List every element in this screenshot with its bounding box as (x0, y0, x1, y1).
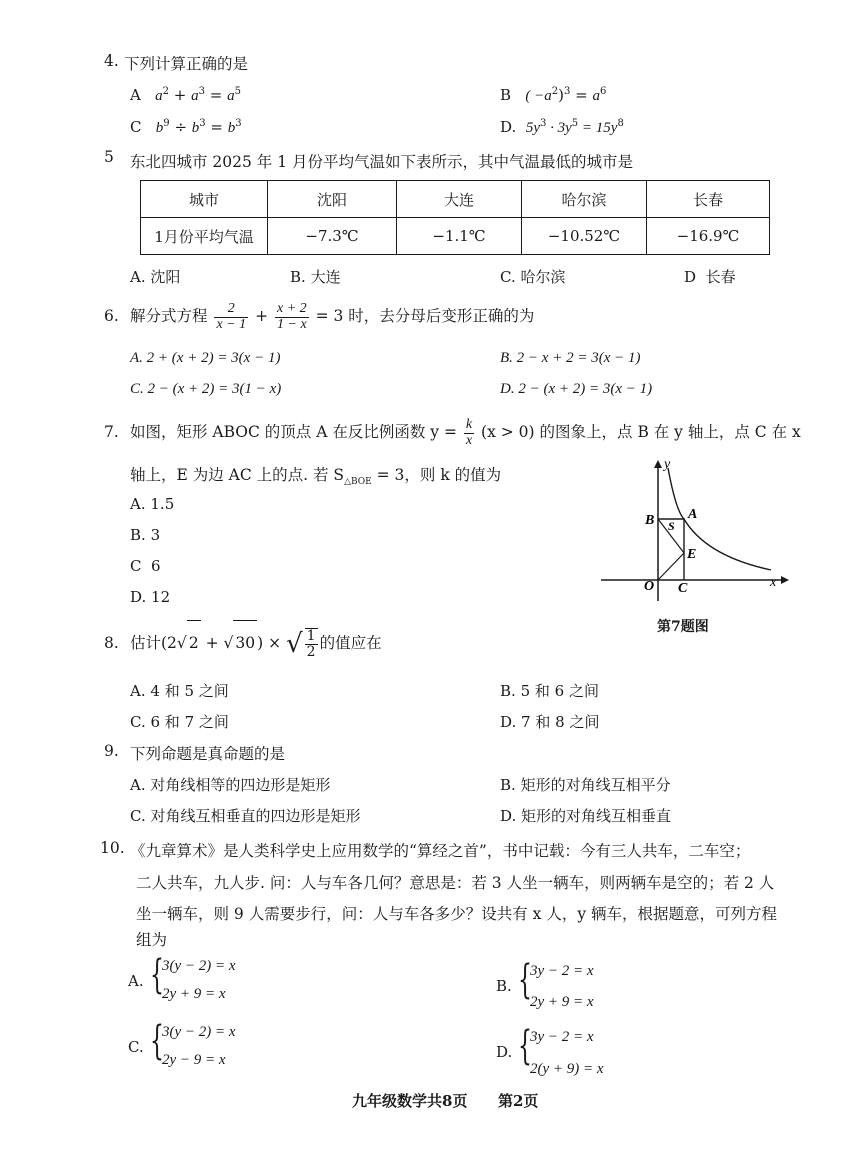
table-cell: −1.1℃ (397, 218, 522, 255)
q8-option-d: D. 7 和 8 之间 (500, 713, 600, 731)
label-x: x (770, 575, 777, 590)
label-e: E (687, 547, 697, 562)
q4-option-c: C $b^9 \div b^3 = b^3$ (130, 118, 242, 136)
x-axis-arrow (781, 576, 789, 584)
q10-option-b-eq1: 3y − 2 = x (530, 963, 594, 979)
brace-icon: { (150, 1018, 164, 1064)
table-cell: −7.3℃ (268, 218, 397, 255)
q10-option-a-eq2: 2y + 9 = x (162, 986, 226, 1002)
table-header-cell: 大连 (397, 181, 522, 218)
brace-icon: { (518, 1023, 532, 1069)
q8-option-c: C. 6 和 7 之间 (130, 713, 229, 731)
q10-option-d-eq1: 3y − 2 = x (530, 1029, 594, 1045)
q4-number: 4. (104, 52, 119, 70)
q7-option-a: A. 1.5 (130, 495, 175, 513)
q7-stem-line2: 轴上，E 为边 AC 上的点. 若 $S_{\triangle BOE} = 3$，则 k 的值为 (130, 466, 502, 488)
q5-option-b: B. 大连 (290, 268, 341, 286)
q10-line1: 《九章算术》是人类科学史上应用数学的“算经之首”，书中记载：今有三人共车，二车空； (130, 842, 751, 860)
label-b: B (645, 513, 655, 528)
q10-line4: 组为 (136, 931, 168, 949)
q6-stem: 解分式方程 $\frac{2}{x - 1}$ + $\frac{x + 2}{1 - x}$ = 3 时，去分母后变形正确的为 (130, 300, 535, 332)
table-header-row (141, 181, 770, 218)
temperature-table (140, 180, 770, 255)
label-s: S (668, 519, 675, 533)
q4-option-b: B ( $-a^2)^3 = a^6$ (500, 86, 607, 104)
label-y: y (664, 457, 671, 472)
q10-option-a-label: A. (128, 972, 144, 990)
q7-stem-line1: 如图，矩形 ABOC 的顶点 A 在反比例函数 y = $\frac{k}{x}$ (x > 0) 的图象上，点 B 在 y 轴上，点 C 在 x (130, 416, 801, 448)
q10-option-a-eq1: 3(y − 2) = x (162, 958, 236, 974)
q8-option-a: A. 4 和 5 之间 (130, 682, 229, 700)
q9-option-d: D. 矩形的对角线互相垂直 (500, 807, 672, 825)
q9-option-c: C. 对角线互相垂直的四边形是矩形 (130, 807, 361, 825)
q9-number: 9. (104, 742, 119, 760)
q10-line2: 二人共车，九人步. 问：人与车各几何？意思是：若 3 人坐一辆车，则两辆车是空的；若 2 人 (136, 874, 775, 892)
q10-option-d-label: D. (496, 1043, 513, 1061)
label-c: C (678, 581, 688, 596)
table-header-cell: 沈阳 (268, 181, 397, 218)
q6-option-d: D. 2 − (x + 2) = 3(x − 1) (500, 381, 653, 397)
q8-stem: 估计(2√ 2 + √ 30 ) × √ $\frac{1}{2}$ 的值应在 (130, 620, 382, 666)
label-o: O (644, 579, 655, 594)
table-header-cell: 哈尔滨 (522, 181, 647, 218)
q8-option-b: B. 5 和 6 之间 (500, 682, 599, 700)
table-cell: 1月份平均气温 (141, 218, 268, 255)
table-header-cell: 城市 (141, 181, 268, 218)
q5-number: 5 (104, 148, 114, 166)
y-axis-arrow (654, 460, 662, 468)
q4-stem: 下列计算正确的是 (124, 55, 249, 73)
q9-stem: 下列命题是真命题的是 (130, 745, 286, 763)
table-cell: −16.9℃ (647, 218, 770, 255)
q7-figure (596, 456, 796, 606)
q6-option-c: C. 2 − (x + 2) = 3(1 − x) (130, 381, 282, 397)
brace-icon: { (150, 952, 164, 998)
q8-number: 8. (104, 634, 119, 652)
segment-oe (658, 553, 684, 580)
q7-number: 7. (104, 423, 119, 441)
page-footer-number: 第2页 (498, 1092, 539, 1110)
q5-option-a: A. 沈阳 (130, 268, 181, 286)
page-footer-total: 九年级数学共8页 (352, 1092, 468, 1110)
label-a: A (688, 507, 698, 522)
q6-number: 6. (104, 307, 119, 325)
q5-option-d: D 长春 (684, 268, 736, 286)
q5-stem: 东北四城市 2025 年 1 月份平均气温如下表所示，其中气温最低的城市是 (130, 153, 634, 171)
q10-line3: 坐一辆车，则 9 人需要步行，问：人与车各多少？设共有 x 人，y 辆车，根据题意，可列方程 (136, 905, 777, 923)
q10-number: 10. (100, 839, 125, 857)
q4-option-a: A $a^2 + a^3 = a^5$ (130, 86, 241, 104)
q10-option-d-eq2: 2(y + 9) = x (530, 1061, 604, 1077)
q9-option-b: B. 矩形的对角线互相平分 (500, 776, 671, 794)
table-header-cell: 长春 (647, 181, 770, 218)
table-row (141, 218, 770, 255)
q7-figure-caption: 第7题图 (657, 619, 709, 635)
q5-option-c: C. 哈尔滨 (500, 268, 566, 286)
brace-icon: { (518, 957, 532, 1003)
q7-option-d: D. 12 (130, 588, 171, 606)
q7-option-b: B. 3 (130, 526, 161, 544)
q10-option-b-eq2: 2y + 9 = x (530, 994, 594, 1010)
q6-option-b: B. 2 − x + 2 = 3(x − 1) (500, 350, 641, 366)
table-cell: −10.52℃ (522, 218, 647, 255)
q10-option-b-label: B. (496, 977, 512, 995)
q10-option-c-eq2: 2y − 9 = x (162, 1052, 226, 1068)
q10-option-c-label: C. (128, 1038, 144, 1056)
q6-option-a: A. 2 + (x + 2) = 3(x − 1) (130, 350, 281, 366)
q7-option-c: C 6 (130, 557, 161, 575)
q4-option-d: D. $5y^3 \cdot 3y^5 = 15y^8$ (500, 118, 624, 136)
q10-option-c-eq1: 3(y − 2) = x (162, 1024, 236, 1040)
q9-option-a: A. 对角线相等的四边形是矩形 (130, 776, 331, 794)
